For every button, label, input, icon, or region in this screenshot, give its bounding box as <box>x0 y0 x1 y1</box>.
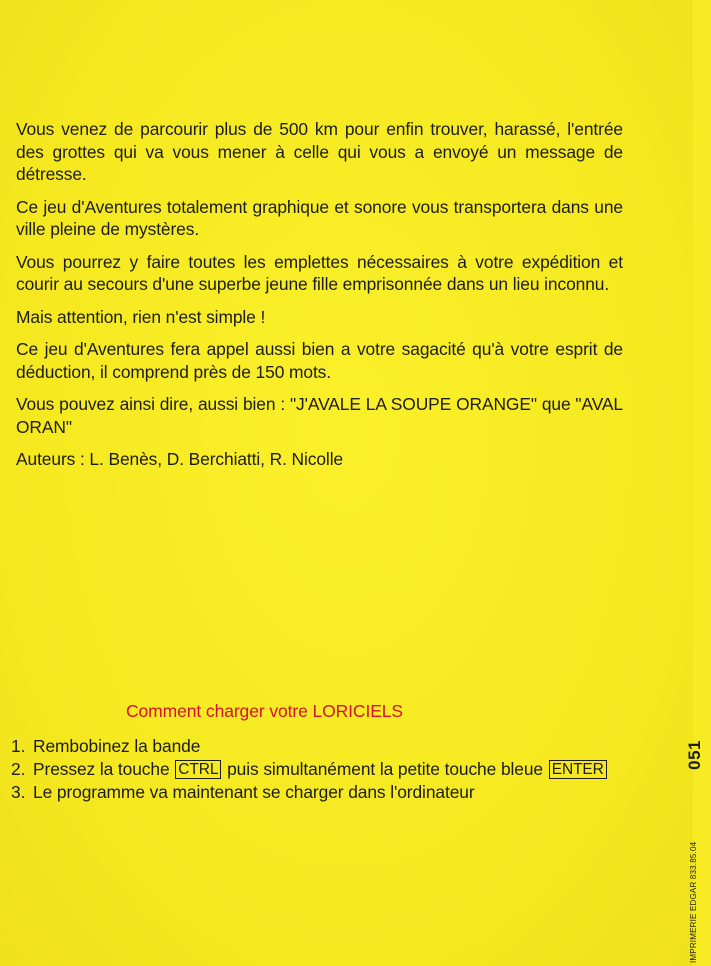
intro-paragraph: Vous venez de parcourir plus de 500 km pour enfin trouver, harassé, l'entrée des grottes qui va vous mener à celle qui vous a envoyé un message de détresse. <box>16 119 623 184</box>
enter-key-label: ENTER <box>549 760 607 779</box>
step-text-part: puis simultanément la petite touche bleue <box>227 759 543 779</box>
step-text: Rembobinez la bande <box>33 736 201 756</box>
warning-paragraph: Mais attention, rien n'est simple ! <box>16 306 266 327</box>
side-printer-mark-rotated <box>671 740 711 965</box>
printer-imprint: IMPRIMERIE EDGAR 833.85.04 <box>689 841 698 963</box>
step-number: 2. <box>11 759 26 779</box>
authors-paragraph: Auteurs : L. Benès, D. Berchiatti, R. Nicolle <box>16 449 344 469</box>
step-text: Le programme va maintenant se charger dans l'ordinateur <box>33 782 475 802</box>
product-code: 051 <box>685 740 704 770</box>
vocabulary-paragraph: Ce jeu d'Aventures fera appel aussi bien a votre sagacité qu'à votre esprit de déduction, il comprend près de 150 mots. <box>16 339 623 382</box>
side-printer-mark <box>651 740 704 965</box>
loading-step-2 <box>11 758 621 781</box>
loading-instructions-title: Comment charger votre LORICIELS <box>126 701 404 721</box>
ctrl-key-label: CTRL <box>175 760 221 779</box>
game-type-paragraph: Ce jeu d'Aventures totalement graphique et sonore vous transportera dans une ville pleine de mystères. <box>16 196 623 239</box>
example-paragraph: Vous pouvez ainsi dire, aussi bien : "J'AVALE LA SOUPE ORANGE" que "AVAL ORAN" <box>16 394 623 437</box>
loading-steps-list <box>11 735 621 804</box>
loading-step-3 <box>11 781 621 804</box>
description-text <box>16 118 623 481</box>
shopping-paragraph: Vous pourrez y faire toutes les emplettes nécessaires à votre expédition et courir au secours d'une superbe jeune fille emprisonnée dans un lieu inconnu. <box>16 251 623 294</box>
step-text <box>33 758 621 781</box>
step-text-part: Pressez la touche <box>33 759 170 779</box>
step-number: 1. <box>11 736 26 756</box>
loading-step-1 <box>11 735 621 758</box>
step-number: 3. <box>11 782 26 802</box>
